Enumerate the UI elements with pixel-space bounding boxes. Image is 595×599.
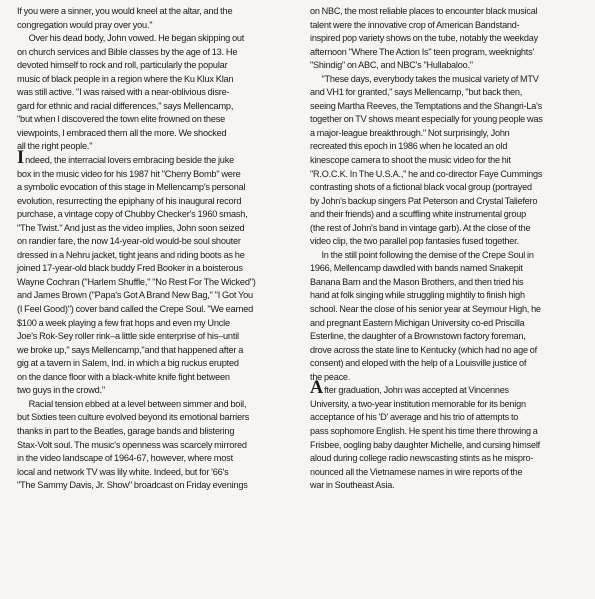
text-line [310, 411, 583, 425]
paragraph [310, 249, 583, 384]
line-text: Over his dead body, John vowed. He began skipping out [28, 33, 245, 45]
text-line [310, 5, 583, 19]
left-column [17, 5, 303, 493]
text-line [310, 262, 583, 276]
text-line [310, 195, 583, 209]
line-text: afternoon "Where The Action Is" teen program, weeknights' [310, 46, 534, 58]
line-text: two guys in the crowd." [17, 385, 105, 397]
text-line [310, 425, 583, 439]
line-text: 1966, Mellencamp dawdled with bands named Snakepit [310, 263, 523, 275]
text-line [17, 262, 293, 276]
line-text: $100 a week playing a few frat hops and even my Uncle [17, 317, 230, 329]
text-line [17, 19, 293, 33]
line-text: "The Twist." And just as the video implies, John soon seized [17, 222, 245, 234]
line-text: University, a two-year institution memorable for its benign [310, 398, 526, 410]
text-line [310, 452, 583, 466]
line-text: consent) and eloped with the help of a Louisville justice of [310, 358, 527, 370]
text-line [17, 303, 293, 317]
line-text: "The Sammy Davis, Jr. Show" broadcast on Friday evenings [17, 480, 248, 492]
text-line [310, 371, 583, 385]
text-line [17, 330, 293, 344]
line-text: nounced all the Vietnamese names in wire reports of the [310, 466, 523, 478]
text-line [310, 140, 583, 154]
drop-cap-letter: I [17, 147, 25, 169]
line-text: dressed in a Nehru jacket, tight jeans and riding boots as he [17, 249, 245, 261]
line-text: Stax-Volt soul. The music's openness was scarcely mirrored [17, 439, 247, 451]
line-text: thanks in part to the Beatles, garage bands and blistering [17, 425, 235, 437]
line-text: a symbolic evocation of this stage in Mellencamp's personal [17, 182, 246, 194]
text-line [17, 371, 293, 385]
text-line [310, 32, 583, 46]
line-text: gard for ethnic and racial differences," says Mellencamp, [17, 100, 234, 112]
line-text: and pregnant Eastern Michigan University co-ed Priscilla [310, 317, 525, 329]
line-text: acceptance of his 'D' average and his trio of attempts to [310, 412, 519, 424]
line-text: (I Feel Good)") cover band called the Crepe Soul. "We earned [17, 304, 254, 316]
text-line [17, 100, 293, 114]
line-text: together on TV shows meant especially for young people was [310, 114, 543, 126]
line-text: on randier fare, the now 14-year-old would-be soul shouter [17, 236, 241, 248]
text-line [17, 195, 293, 209]
line-text: by John's backup singers Pat Peterson and Crystal Taliefero [310, 195, 538, 207]
line-text: seeing Martha Reeves, the Temptations and the Shangri-La's [310, 100, 543, 112]
line-text: Banana Barn and the Mason Brothers, and then tried his [310, 276, 524, 288]
text-line [17, 452, 293, 466]
line-text: ndeed, the interracial lovers embracing beside the juke [25, 155, 235, 167]
line-text: on church services and Bible classes by the age of 13. He [17, 46, 238, 58]
line-text: evolution, resurrecting the epiphany of his inaugural record [17, 195, 242, 207]
text-line [310, 208, 583, 222]
text-line [310, 330, 583, 344]
line-text: joined 17-year-old black buddy Fred Booker in a boisterous [17, 263, 243, 275]
line-text: pass sophomore English. He spent his time there throwing a [310, 425, 538, 437]
text-line [17, 113, 293, 127]
line-text: Frisbee, oogling baby daughter Michelle, and cursing himself [310, 439, 541, 451]
text-line [17, 46, 293, 60]
line-text: Racial tension ebbed at a level between simmer and boil, [28, 398, 247, 410]
line-text: a major-league breakthrough." Not surprisingly, John [310, 127, 510, 139]
text-line [310, 466, 583, 480]
line-text: was still active. "I was raised with a near-oblivious disre- [17, 87, 230, 99]
line-text: the peace. [310, 371, 351, 383]
text-line [310, 46, 583, 60]
text-line [310, 235, 583, 249]
line-text: box in the music video for his 1987 hit "Cherry Bomb" were [17, 168, 241, 180]
line-text: contrasting shots of a fictional black vocal group (portrayed [310, 182, 532, 194]
right-column-body [310, 5, 583, 493]
text-line [17, 222, 293, 236]
line-text: "R.O.C.K. In The U.S.A.," he and co-director Faye Cummings [310, 168, 543, 180]
text-line [310, 398, 583, 412]
line-text: talent were the innovative crop of American Bandstand- [310, 19, 520, 31]
line-text: on the dance floor with a black-white knife fight between [17, 371, 230, 383]
line-text: local and network TV was lily white. Indeed, but for '66's [17, 466, 229, 478]
text-line [310, 73, 583, 87]
line-text: we broke up," says Mellencamp,"and that happened after a [17, 344, 244, 356]
line-text: "but when I discovered the town elite frowned on these [17, 114, 226, 126]
text-line [310, 86, 583, 100]
text-line [310, 59, 583, 73]
text-line [310, 222, 583, 236]
text-line [17, 276, 293, 290]
line-text: "Shindig" on ABC, and NBC's "Hullabaloo." [310, 60, 473, 72]
text-line [310, 479, 583, 493]
line-text: inspired pop variety shows on the tube, notably the weekday [310, 33, 538, 45]
text-line [17, 317, 293, 331]
paragraph [17, 5, 293, 32]
text-line [17, 140, 293, 154]
line-text: but Sixties teen culture evolved beyond its emotional barriers [17, 412, 250, 424]
line-text: and VH1 for granted," says Mellencamp, "but back then, [310, 87, 523, 99]
text-line [17, 357, 293, 371]
text-line [310, 127, 583, 141]
text-line [17, 168, 293, 182]
drop-cap-letter: A [310, 377, 324, 399]
line-text: and their friends) and a scuffling white instrumental group [310, 209, 526, 221]
text-line [310, 303, 583, 317]
text-line [17, 411, 293, 425]
text-line [17, 73, 293, 87]
text-line [17, 479, 293, 493]
line-text: viewpoints, I embraced them all the more. We shocked [17, 127, 227, 139]
text-line [310, 19, 583, 33]
text-line [17, 127, 293, 141]
text-line [17, 59, 293, 73]
line-text: war in Southeast Asia. [310, 480, 395, 492]
text-line [17, 86, 293, 100]
text-line [310, 317, 583, 331]
line-text: in the video landscape of 1964-67, however, where most [17, 453, 233, 465]
text-line [17, 466, 293, 480]
line-text: kinescope camera to shoot the music video for the hit [310, 155, 511, 167]
text-line [310, 181, 583, 195]
text-line [310, 289, 583, 303]
text-line [17, 289, 293, 303]
line-text: fter graduation, John was accepted at Vincennes [324, 385, 509, 397]
text-line [17, 181, 293, 195]
text-line [310, 154, 583, 168]
text-line [17, 5, 293, 19]
line-text: school. Near the close of his senior year at Seymour High, he [310, 304, 541, 316]
text-line [17, 32, 293, 46]
line-text: If you were a sinner, you would kneel at the altar, and the [17, 6, 233, 17]
line-text: and James Brown ("Papa's Got A Brand New Bag," "I Got You [17, 290, 253, 302]
text-line [310, 168, 583, 182]
line-text: devoted himself to rock and roll, particularly the popular [17, 60, 228, 72]
paragraph [17, 398, 293, 493]
text-line [310, 249, 583, 263]
line-text: Esterline, the daughter of a Brownstown factory foreman, [310, 331, 526, 343]
text-line [310, 276, 583, 290]
text-line [310, 439, 583, 453]
text-line [310, 344, 583, 358]
line-text: purchase, a vintage copy of Chubby Checker's 1960 smash, [17, 209, 248, 221]
line-text: Wayne Cochran ("Harlem Shuffle," "No Rest For The Wicked") [17, 276, 256, 288]
text-line [310, 357, 583, 371]
line-text: hand at folk singing while struggling mightily to finish high [310, 290, 525, 302]
line-text: video clip, the two parallel pop fantasies fused together. [310, 236, 519, 248]
text-line [17, 249, 293, 263]
paragraph [17, 32, 293, 154]
line-text: recreated this epoch in 1986 when he located an old [310, 141, 508, 153]
text-line [310, 100, 583, 114]
line-text: on NBC, the most reliable places to encounter black musical [310, 6, 538, 17]
paragraph [310, 73, 583, 249]
text-line [17, 398, 293, 412]
line-text: congregation would pray over you." [17, 19, 153, 31]
line-text: aloud during college radio newscasting stints as he mispro- [310, 453, 534, 465]
text-line [310, 113, 583, 127]
line-text: "These days, everybody takes the musical variety of MTV [321, 73, 539, 85]
text-line [17, 439, 293, 453]
right-column [310, 5, 595, 493]
text-line [17, 425, 293, 439]
line-text: Joe's Rok-Sey roller rink–a little side enterprise of his–until [17, 331, 239, 343]
line-text: In the still point following the demise of the Crepe Soul in [321, 249, 534, 261]
text-line [17, 384, 293, 398]
line-text: all the right people." [17, 141, 93, 153]
line-text: drove across the state line to Kentucky (which had no age of [310, 344, 537, 356]
text-line [17, 208, 293, 222]
paragraph [310, 5, 583, 73]
left-column-body [17, 5, 293, 493]
text-line [17, 235, 293, 249]
line-text: music of black people in a region where the Ku Klux Klan [17, 73, 234, 85]
line-text: gig at a tavern in Salem, Ind. in which a big ruckus erupted [17, 358, 239, 370]
line-text: (the rest of John's band in vintage garb). At the close of the [310, 222, 531, 234]
text-line [17, 344, 293, 358]
